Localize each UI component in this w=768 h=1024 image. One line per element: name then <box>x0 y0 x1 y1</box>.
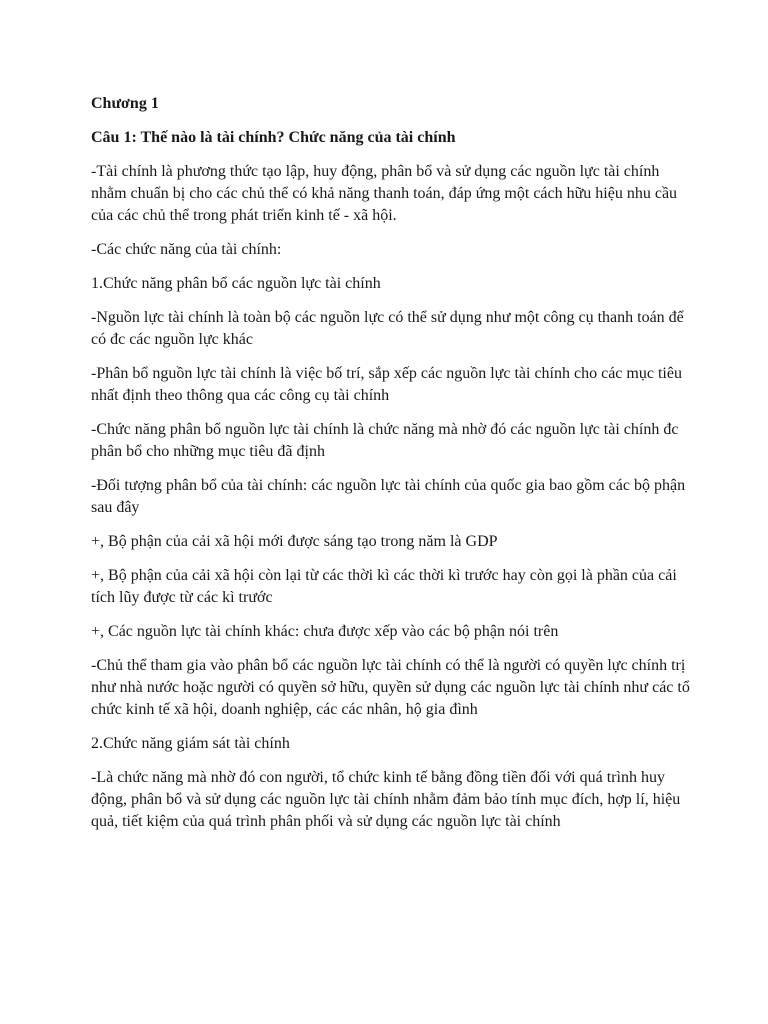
paragraph-allocation-function: -Chức năng phân bổ nguồn lực tài chính là chức năng mà nhờ đó các nguồn lực tài chính đc phân bổ cho những mục tiêu đã định <box>91 421 679 460</box>
question-heading: Câu 1: Thế nào là tài chính? Chức năng của tài chính <box>91 129 456 146</box>
paragraph-allocation-objects: -Đối tượng phân bổ của tài chính: các nguồn lực tài chính của quốc gia bao gồm các bộ phận sau đây <box>91 477 686 516</box>
paragraph-supervision-definition: -Là chức năng mà nhờ đó con người, tổ chức kinh tế bằng đồng tiền đối với quá trình huy động, phân bổ và sử dụng các nguồn lực tài chính nhằm đảm bảo tính mục đích, hợp lí, hiệu quả, tiết kiệm của quá trình phân phối và sử dụng các nguồn lực tài chính <box>91 769 681 830</box>
document-body <box>91 93 691 845</box>
section-heading-allocation: 1.Chức năng phân bổ các nguồn lực tài chính <box>91 275 381 292</box>
paragraph-allocation-definition: -Phân bổ nguồn lực tài chính là việc bố trí, sắp xếp các nguồn lực tài chính cho các mục tiêu nhất định theo thông qua các công cụ tài chính <box>91 365 682 404</box>
section-heading-supervision: 2.Chức năng giám sát tài chính <box>91 735 290 752</box>
list-item-other-resources: +, Các nguồn lực tài chính khác: chưa được xếp vào các bộ phận nói trên <box>91 623 559 640</box>
paragraph-functions-intro: -Các chức năng của tài chính: <box>91 241 282 258</box>
list-item-gdp: +, Bộ phận của cải xã hội mới được sáng tạo trong năm là GDP <box>91 533 498 550</box>
paragraph-definition: -Tài chính là phương thức tạo lập, huy động, phân bổ và sử dụng các nguồn lực tài chính nhằm chuẩn bị cho các chủ thể có khả năng thanh toán, đáp ứng một cách hữu hiệu nhu cầu của các chủ thể trong phát triển kinh tế - xã hội. <box>91 163 678 224</box>
list-item-accumulated-wealth: +, Bộ phận của cải xã hội còn lại từ các thời kì các thời kì trước hay còn gọi là phần của cải tích lũy được từ các kì trước <box>91 567 677 606</box>
paragraph-financial-resources: -Nguồn lực tài chính là toàn bộ các nguồn lực có thể sử dụng như một công cụ thanh toán để có đc các nguồn lực khác <box>91 309 684 348</box>
paragraph-allocation-subjects: -Chủ thể tham gia vào phân bổ các nguồn lực tài chính có thể là người có quyền lực chính trị như nhà nước hoặc người có quyền sở hữu, quyền sử dụng các nguồn lực tài chính như các tổ chức kinh tế xã hội, doanh nghiệp, các các nhân, hộ gia đình <box>91 657 690 718</box>
chapter-title: Chương 1 <box>91 95 159 112</box>
